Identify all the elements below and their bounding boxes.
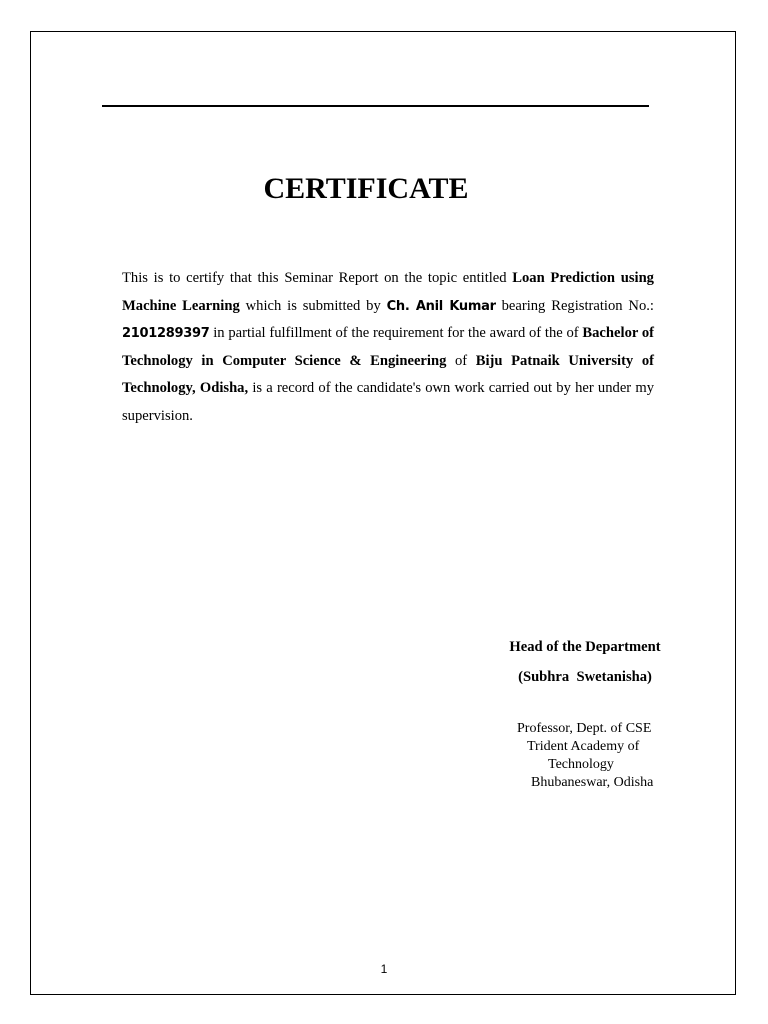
address-line: Professor, Dept. of CSE	[517, 721, 652, 736]
certificate-title: CERTIFICATE	[263, 172, 469, 205]
signatory-role: Head of the Department	[509, 639, 661, 655]
student-name: Ch. Anil Kumar	[386, 298, 496, 314]
degree-name: Bachelor of Technology in Computer Science & Engineering	[122, 325, 654, 369]
page-number: 1	[380, 962, 388, 976]
certificate-body	[122, 265, 654, 430]
top-rule	[102, 105, 649, 107]
body-of: of	[446, 352, 476, 369]
body-fulfillment: in partial fulfillment of the requirement for the award of the of	[209, 325, 583, 341]
signatory-name: (Subhra Swetanisha)	[518, 669, 652, 685]
registration-number: 2101289397	[122, 326, 210, 341]
body-closing: is a record of the candidate's own work carried out by her under my supervision.	[122, 380, 654, 424]
address-line: Bhubaneswar, Odisha	[531, 775, 654, 790]
body-registration-label: bearing Registration No.:	[495, 297, 654, 314]
university-name: Biju Patnaik University of Technology, Odisha,	[122, 352, 654, 396]
body-submitted-by: which is submitted by	[239, 297, 387, 314]
report-topic: Loan Prediction using Machine Learning	[122, 270, 654, 314]
address-line: Trident Academy of	[527, 739, 640, 754]
body-intro: This is to certify that this Seminar Report on the topic entitled	[122, 270, 513, 286]
address-line: Technology	[548, 757, 614, 772]
signatory-address	[500, 720, 680, 792]
